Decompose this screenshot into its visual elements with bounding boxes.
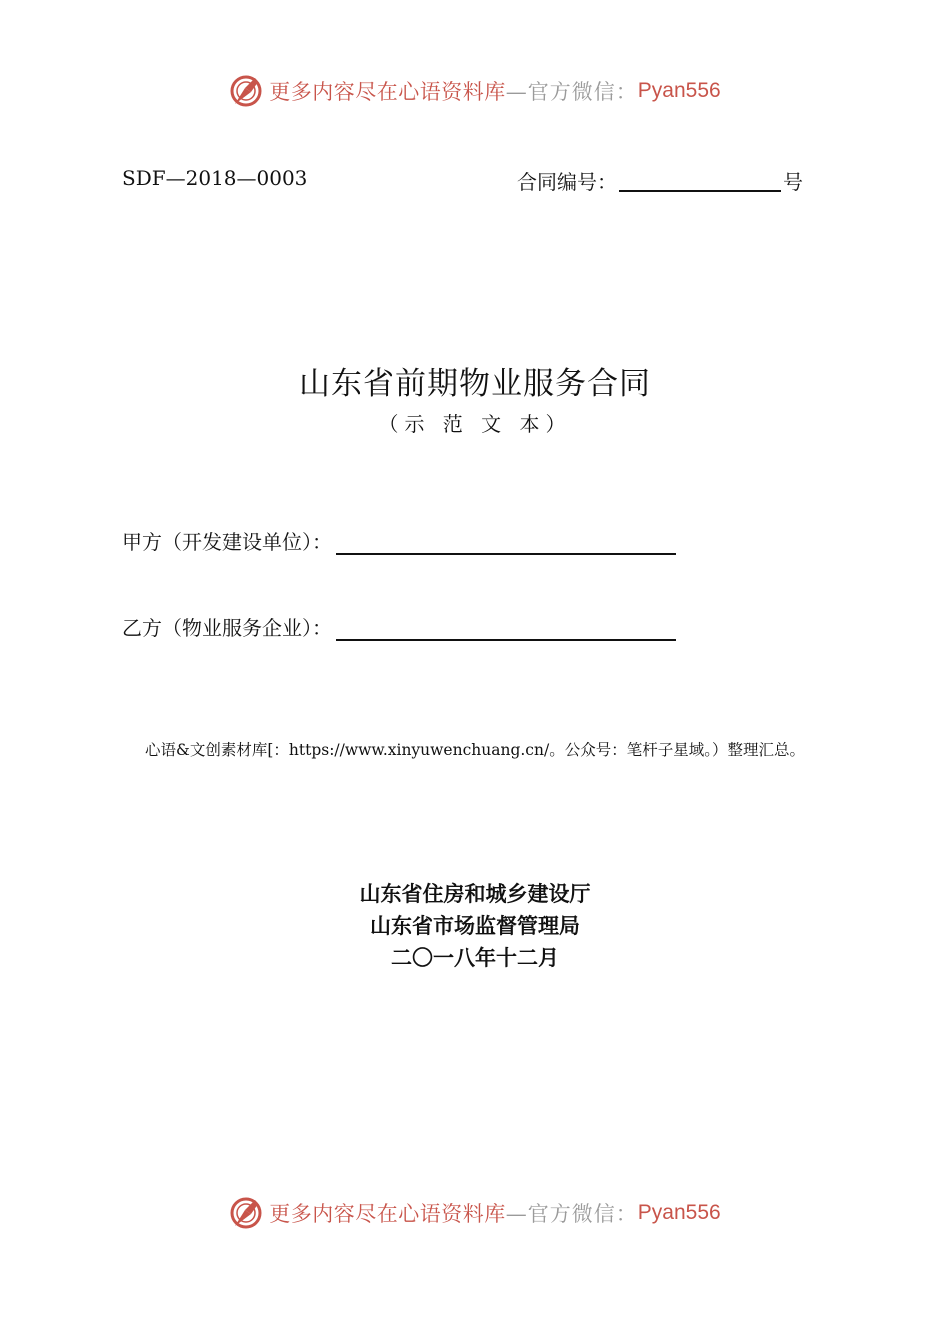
banner-text-id: Pyan556 <box>637 1201 721 1224</box>
document-subtitle: （示 范 文 本） <box>378 412 572 436</box>
source-note: 心语&文创素材库[：https://www.xinyuwenchuang.cn/。公众号：笔杆子星域。）整理汇总。 <box>145 741 805 759</box>
contract-number <box>517 166 803 195</box>
party-b-field <box>122 612 676 641</box>
bottom-watermark-banner <box>0 1196 950 1230</box>
contract-number-blank <box>619 170 781 192</box>
pen-nib-logo-icon <box>229 1196 263 1230</box>
party-a-field <box>122 526 676 555</box>
contract-number-suffix: 号 <box>783 170 803 194</box>
issuer-line-2: 山东省市场监督管理局 <box>370 914 580 938</box>
pen-nib-logo-icon <box>229 74 263 108</box>
party-b-blank <box>336 617 676 641</box>
banner-text-wechat: —官方微信： <box>505 80 638 104</box>
document-title: 山东省前期物业服务合同 <box>299 366 651 402</box>
top-watermark-banner <box>0 74 950 108</box>
issue-date: 二〇一八年十二月 <box>391 946 559 970</box>
issuer-line-1: 山东省住房和城乡建设厅 <box>359 882 591 906</box>
party-b-label: 乙方（物业服务企业）： <box>122 616 332 640</box>
party-a-blank <box>336 531 676 555</box>
contract-number-label: 合同编号： <box>517 170 617 194</box>
banner-text-main: 更多内容尽在心语资料库 <box>269 80 506 104</box>
document-code: SDF—2018—0003 <box>122 166 308 190</box>
banner-text-main: 更多内容尽在心语资料库 <box>269 1202 506 1226</box>
party-a-label: 甲方（开发建设单位）： <box>122 530 332 554</box>
banner-text-id: Pyan556 <box>637 79 721 102</box>
banner-text-wechat: —官方微信： <box>505 1202 638 1226</box>
